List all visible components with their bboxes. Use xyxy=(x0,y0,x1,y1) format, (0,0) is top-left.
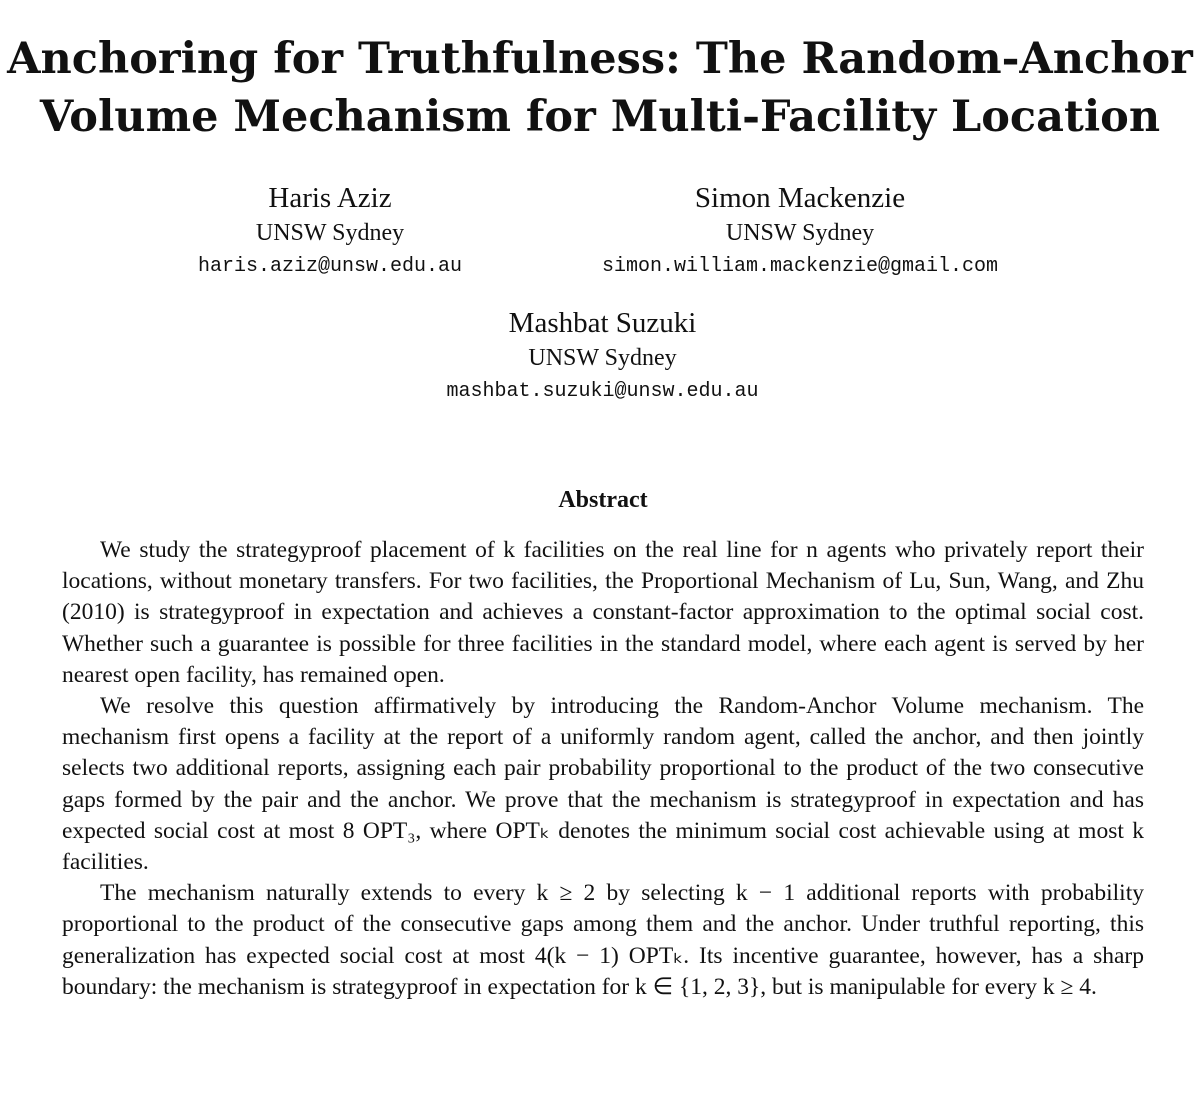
author-block-aziz xyxy=(140,180,520,284)
author-affiliation: UNSW Sydney xyxy=(725,220,875,246)
author-affiliation: UNSW Sydney xyxy=(528,345,677,371)
author-email: mashbat.suzuki@unsw.edu.au xyxy=(446,380,759,403)
author-name: Mashbat Suzuki xyxy=(508,307,697,339)
abstract-heading: Abstract xyxy=(558,487,648,513)
author-email: haris.aziz@unsw.edu.au xyxy=(197,255,463,278)
abstract-body xyxy=(62,535,1144,1003)
abstract-paragraph-3: The mechanism naturally extends to every k ≥ 2 by selecting k − 1 additional reports with probability proportional to the product of the consecutive gaps among them and the anchor. Under truthful reporting, this generalization has expected social cost at most 4(k − 1) OPTₖ. Its incentive guarantee, however, has a sharp boundary: the mechanism is strategyproof in expectation for k ∈ {1, 2, 3}, but is manipulable for every k ≥ 4. xyxy=(62,880,1144,1000)
author-email: simon.william.mackenzie@gmail.com xyxy=(601,255,999,278)
author-name: Haris Aziz xyxy=(268,182,392,214)
author-block-suzuki xyxy=(400,305,805,409)
title-line-1: Anchoring for Truthfulness: The Random-Anchor xyxy=(7,34,1193,84)
abstract-paragraph-2: We resolve this question affirmatively by introducing the Random-Anchor Volume mechanism. The mechanism first opens a facility at the report of a uniformly random agent, called the anchor, and then jointly selects two additional reports, assigning each pair probability proportional to the product of the two consecutive gaps formed by the pair and the anchor. We prove that the mechanism is strategyproof in expectation and has expected social cost at most 8 OPT₃, where OPTₖ denotes the minimum social cost achievable using at most k facilities. xyxy=(62,693,1144,876)
title-line-2: Volume Mechanism for Multi-Facility Location xyxy=(39,92,1161,142)
paper-title xyxy=(0,30,1200,146)
author-block-mackenzie xyxy=(560,180,1040,284)
author-affiliation: UNSW Sydney xyxy=(255,220,405,246)
abstract-paragraph-1: We study the strategyproof placement of k facilities on the real line for n agents who privately report their locations, without monetary transfers. For two facilities, the Proportional Mechanism of Lu, Sun, Wang, and Zhu (2010) is strategyproof in expectation and achieves a constant-factor approximation to the optimal social cost. Whether such a guarantee is possible for three facilities in the standard model, where each agent is served by her nearest open facility, has remained open. xyxy=(62,537,1144,688)
author-name: Simon Mackenzie xyxy=(694,182,906,214)
